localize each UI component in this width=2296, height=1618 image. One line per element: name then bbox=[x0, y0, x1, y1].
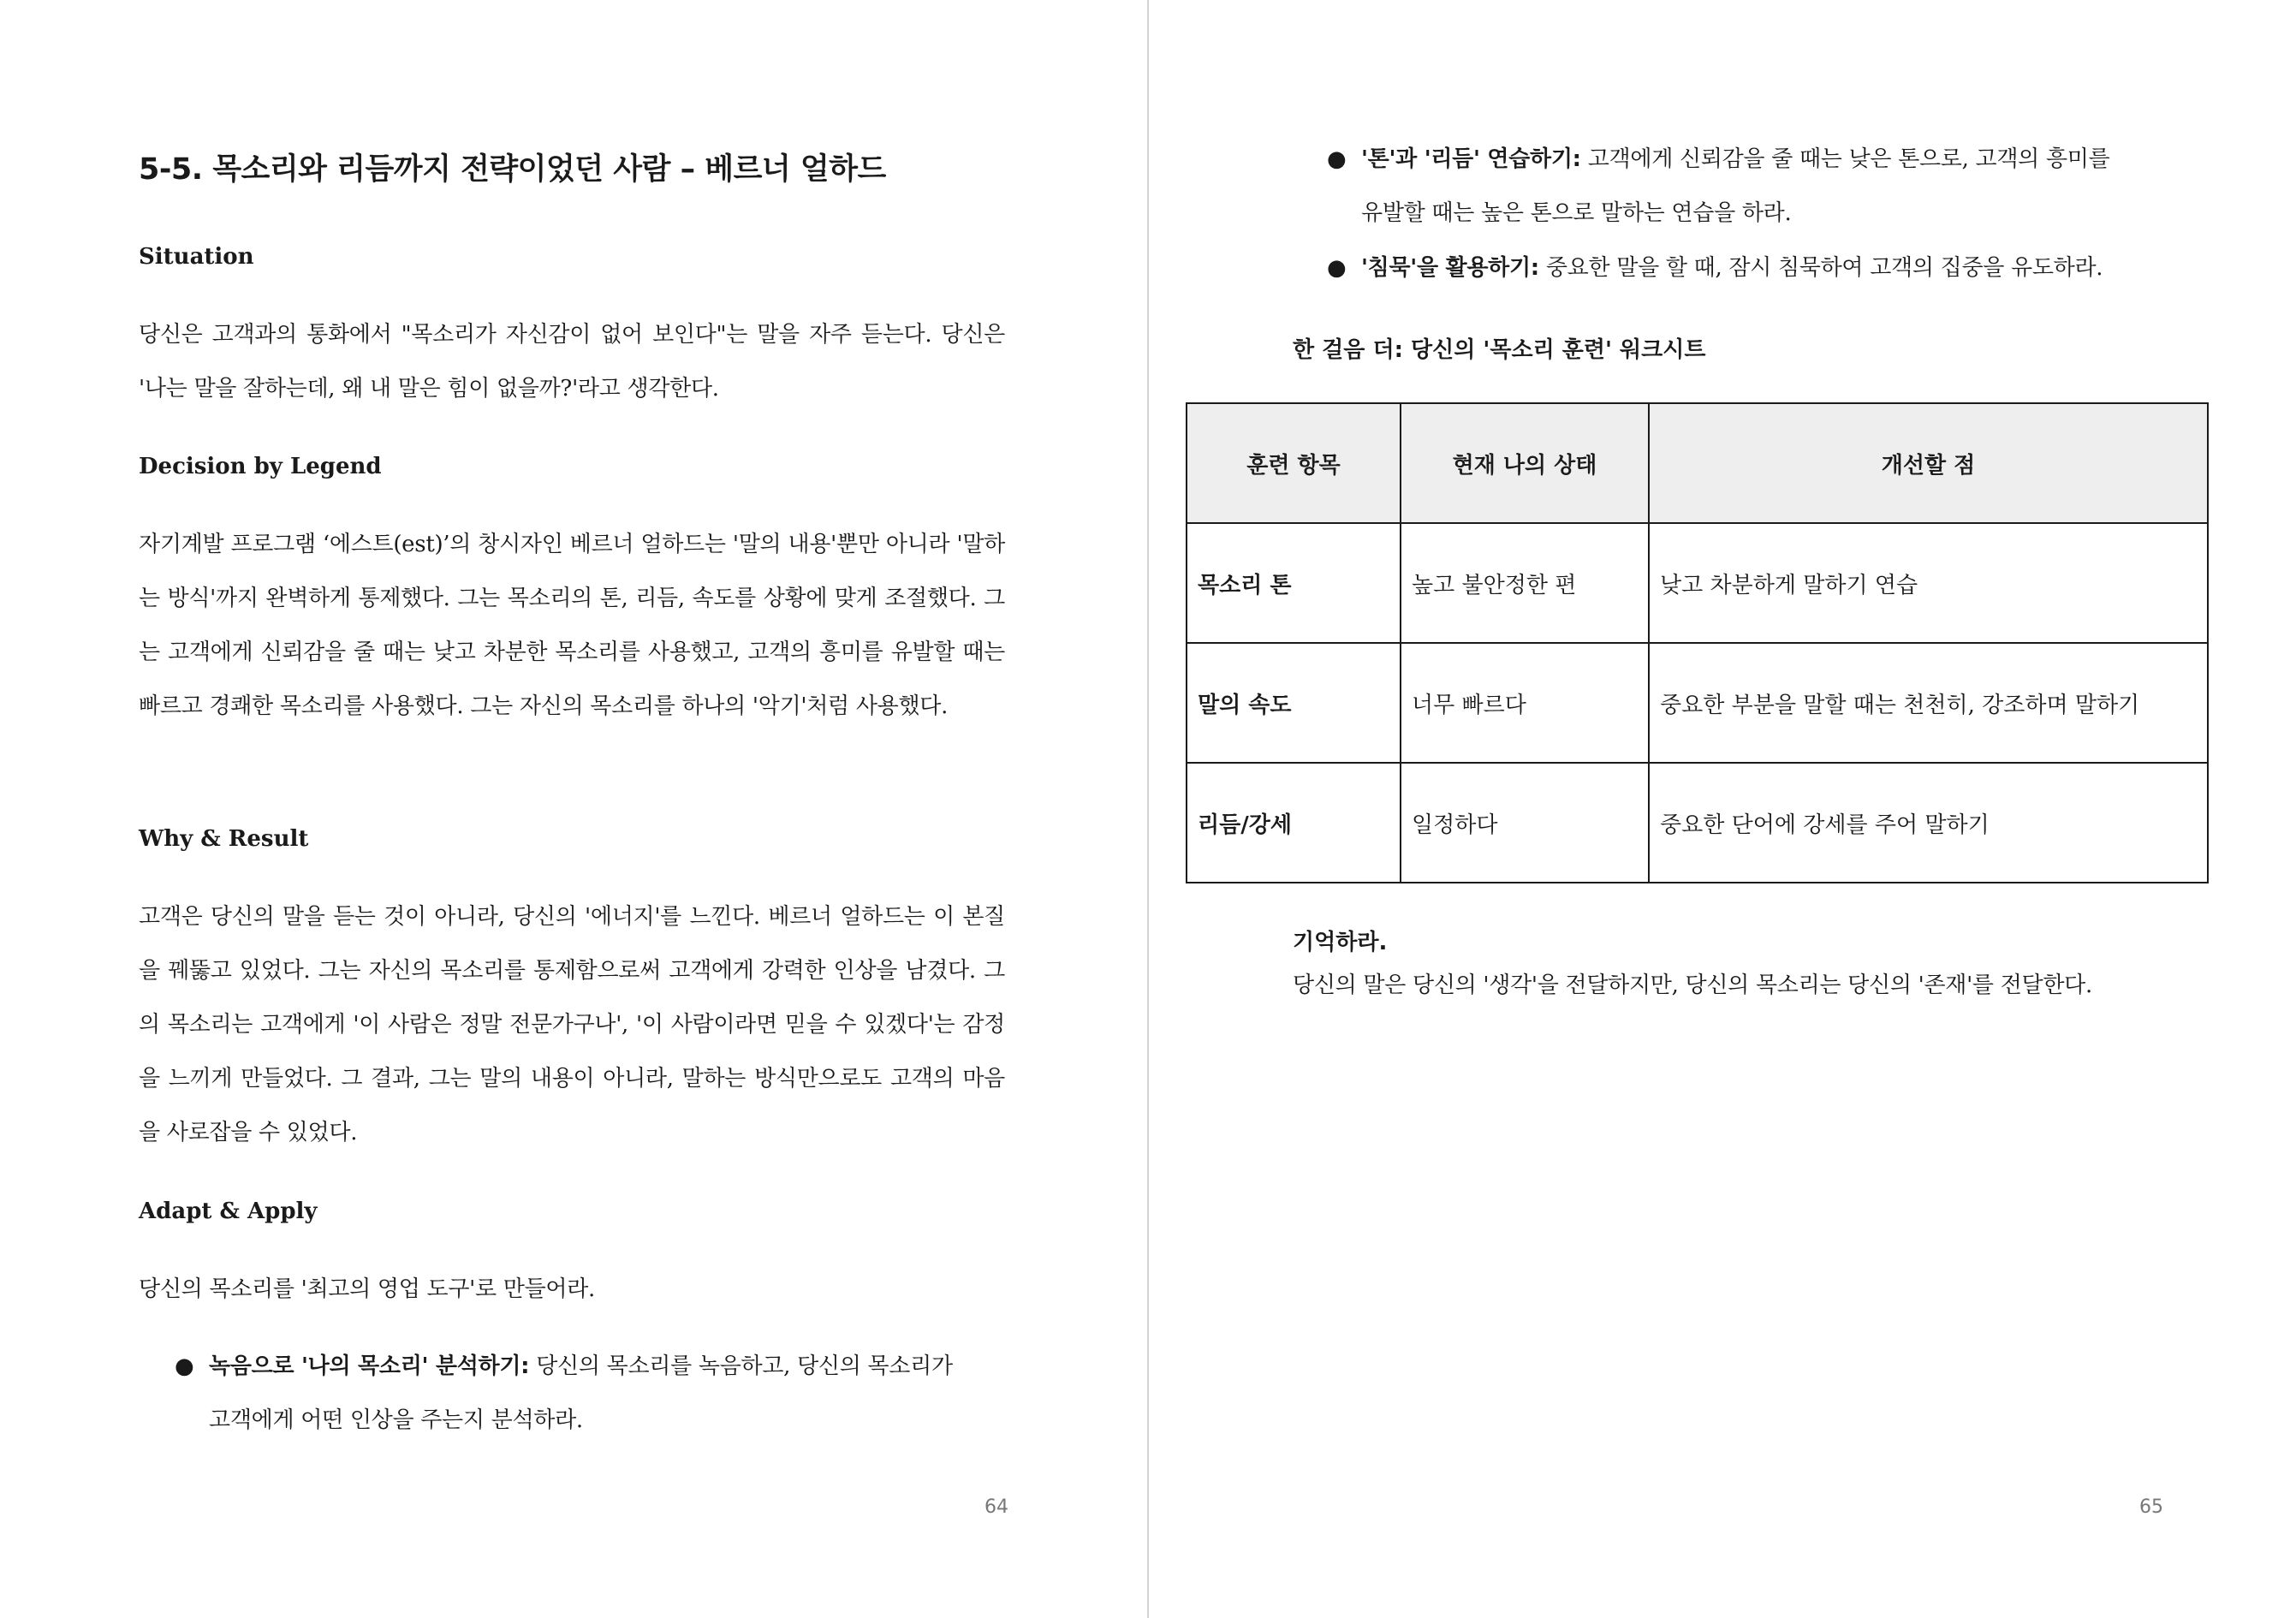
table-cell-improvement: 중요한 부분을 말할 때는 천천히, 강조하며 말하기 bbox=[1649, 643, 2208, 763]
column-header-training-item: 훈련 항목 bbox=[1187, 403, 1401, 523]
table-row bbox=[1187, 643, 2208, 763]
bullet-text-line1: 중요한 말을 할 때, 잠시 침묵하여 고객의 집중을 유도하라. bbox=[1538, 255, 2103, 281]
table-cell-item: 목소리 톤 bbox=[1187, 523, 1401, 643]
table-cell-state: 일정하다 bbox=[1401, 763, 1649, 883]
bullet-text-line2: 유발할 때는 높은 톤으로 말하는 연습을 하라. bbox=[1361, 200, 1792, 226]
table-row bbox=[1187, 763, 2208, 883]
bullet-item-recording bbox=[175, 1340, 953, 1448]
bullet-text-line2: 고객에게 어떤 인상을 주는지 분석하라. bbox=[209, 1407, 583, 1433]
bullet-lead: 녹음으로 '나의 목소리' 분석하기: bbox=[209, 1353, 530, 1379]
chapter-title: 5-5. 목소리와 리듬까지 전략이었던 사람 – 베르너 얼하드 bbox=[139, 152, 886, 187]
right-page bbox=[1149, 0, 2296, 1618]
table-cell-item: 리듬/강세 bbox=[1187, 763, 1401, 883]
remember-title: 기억하라. bbox=[1293, 930, 1388, 955]
page-number-right: 65 bbox=[2139, 1496, 2163, 1518]
bullet-text-line1: 당신의 목소리를 녹음하고, 당신의 목소리가 bbox=[529, 1353, 953, 1379]
table-cell-item: 말의 속도 bbox=[1187, 643, 1401, 763]
section-heading-decision: Decision by Legend bbox=[139, 454, 382, 479]
page-number-left: 64 bbox=[984, 1496, 1008, 1518]
section-heading-why-result: Why & Result bbox=[139, 826, 309, 852]
table-row bbox=[1187, 523, 2208, 643]
table-header-row bbox=[1187, 403, 2208, 523]
table-cell-state: 너무 빠르다 bbox=[1401, 643, 1649, 763]
table-cell-improvement: 중요한 단어에 강세를 주어 말하기 bbox=[1649, 763, 2208, 883]
section-heading-adapt-apply: Adapt & Apply bbox=[139, 1199, 318, 1224]
table-cell-improvement: 낮고 차분하게 말하기 연습 bbox=[1649, 523, 2208, 643]
adapt-apply-paragraph: 당신의 목소리를 '최고의 영업 도구'로 만들어라. bbox=[139, 1276, 595, 1302]
voice-training-worksheet-table bbox=[1186, 402, 2209, 883]
bullet-item-silence bbox=[1327, 241, 2103, 295]
worksheet-title: 한 걸음 더: 당신의 '목소리 훈련' 워크시트 bbox=[1293, 337, 1706, 363]
bullet-lead: '침묵'을 활용하기: bbox=[1361, 255, 1539, 281]
remember-text: 당신의 말은 당신의 '생각'을 전달하지만, 당신의 목소리는 당신의 '존재'를 전달한다. bbox=[1293, 973, 2092, 998]
section-heading-situation: Situation bbox=[139, 244, 254, 270]
table-cell-state: 높고 불안정한 편 bbox=[1401, 523, 1649, 643]
why-result-paragraph: 고객은 당신의 말을 듣는 것이 아니라, 당신의 '에너지'를 느낀다. 베르너 얼하드는 이 본질을 꿰뚫고 있었다. 그는 자신의 목소리를 통제함으로써 고객에게 강력한 인상을 남겼다. 그의 목소리는 고객에게 '이 사람은 정말 전문가구나', '이 사람이라면 믿을 수 있겠다'는 감정을 느끼게 만들었다. 그 결과, 그는 말의 내용이 아니라, 말하는 방식만으로도 고객의 마음을 사로잡을 수 있었다. bbox=[139, 904, 1005, 1145]
bullet-item-tone-rhythm bbox=[1327, 133, 2110, 241]
left-page bbox=[0, 0, 1147, 1618]
column-header-current-state: 현재 나의 상태 bbox=[1401, 403, 1649, 523]
bullet-lead: '톤'과 '리듬' 연습하기: bbox=[1361, 146, 1581, 172]
decision-paragraph: 자기계발 프로그램 ‘에스트(est)’의 창시자인 베르너 얼하드는 '말의 내용'뿐만 아니라 '말하는 방식'까지 완벽하게 통제했다. 그는 목소리의 톤, 리듬, 속도를 상황에 맞게 조절했다. 그는 고객에게 신뢰감을 줄 때는 낮고 차분한 목소리를 사용했고, 고객의 흥미를 유발할 때는 빠르고 경쾌한 목소리를 사용했다. 그는 자신의 목소리를 하나의 '악기'처럼 사용했다. bbox=[139, 532, 1005, 719]
situation-paragraph: 당신은 고객과의 통화에서 "목소리가 자신감이 없어 보인다"는 말을 자주 듣는다. 당신은 '나는 말을 잘하는데, 왜 내 말은 힘이 없을까?'라고 생각한다. bbox=[139, 322, 1005, 402]
bullet-dot-icon: ● bbox=[175, 1353, 194, 1379]
bullet-text-line1: 고객에게 신뢰감을 줄 때는 낮은 톤으로, 고객의 흥미를 bbox=[1580, 146, 2110, 172]
column-header-improvement: 개선할 점 bbox=[1649, 403, 2208, 523]
bullet-dot-icon: ● bbox=[1327, 146, 1347, 172]
bullet-dot-icon: ● bbox=[1327, 255, 1347, 281]
